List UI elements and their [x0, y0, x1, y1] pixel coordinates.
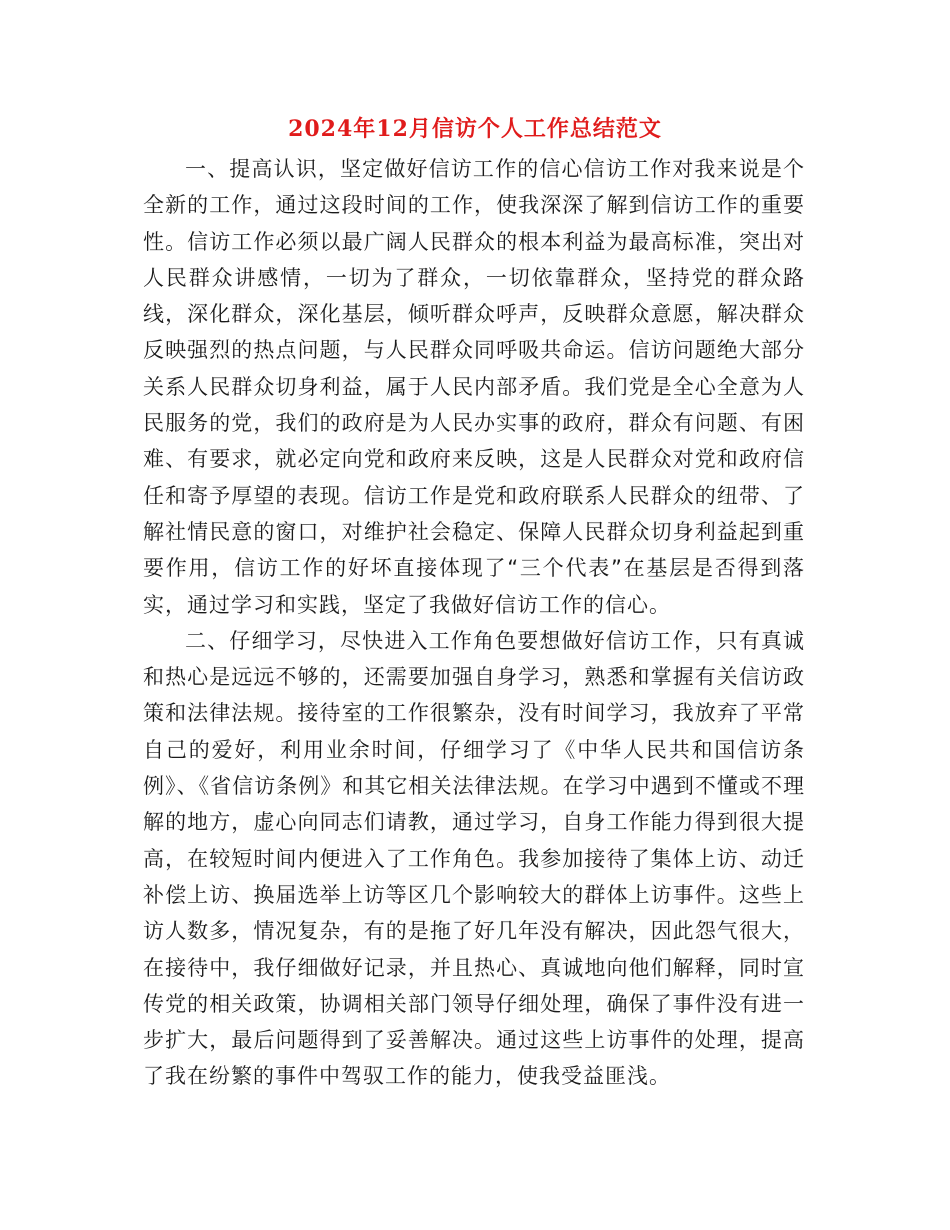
paragraph-1: 一、提高认识，坚定做好信访工作的信心信访工作对我来说是个全新的工作，通过这段时间的工作，使我深深了解到信访工作的重要性。信访工作必须以最广阔人民群众的根本利益为最高标准，突出对人民群众讲感情，一切为了群众，一切依靠群众，坚持党的群众路线，深化群众，深化基层，倾听群众呼声，反映群众意愿，解决群众反映强烈的热点问题，与人民群众同呼吸共命运。信访问题绝大部分关系人民群众切身利益，属于人民内部矛盾。我们党是全心全意为人民服务的党，我们的政府是为人民办实事的政府，群众有问题、有困难、有要求，就必定向党和政府来反映，这是人民群众对党和政府信任和寄予厚望的表现。信访工作是党和政府联系人民群众的纽带、了解社情民意的窗口，对维护社会稳定、保障人民群众切身利益起到重要作用，信访工作的好坏直接体现了“三个代表”在基层是否得到落实，通过学习和实践，坚定了我做好信访工作的信心。 — [143, 157, 805, 617]
document-title: 2024年12月信访个人工作总结范文 — [288, 116, 662, 142]
document-body — [143, 151, 805, 1095]
paragraph-2: 二、仔细学习，尽快进入工作角色要想做好信访工作，只有真诚和热心是远远不够的，还需要加强自身学习，熟悉和掌握有关信访政策和法律法规。接待室的工作很繁杂，没有时间学习，我放弃了平常自己的爱好，利用业余时间，仔细学习了《中华人民共和国信访条例》、《省信访条例》和其它相关法律法规。在学习中遇到不懂或不理解的地方，虚心向同志们请教，通过学习，自身工作能力得到很大提高，在较短时间内便进入了工作角色。我参加接待了集体上访、动迁补偿上访、换届选举上访等区几个影响较大的群体上访事件。这些上访人数多，情况复杂，有的是拖了好几年没有解决，因此怨气很大，在接待中，我仔细做好记录，并且热心、真诚地向他们解释，同时宣传党的相关政策，协调相关部门领导仔细处理，确保了事件没有进一步扩大，最后问题得到了妥善解决。通过这些上访事件的处理，提高了我在纷繁的事件中驾驭工作的能力，使我受益匪浅。 — [143, 628, 805, 1089]
